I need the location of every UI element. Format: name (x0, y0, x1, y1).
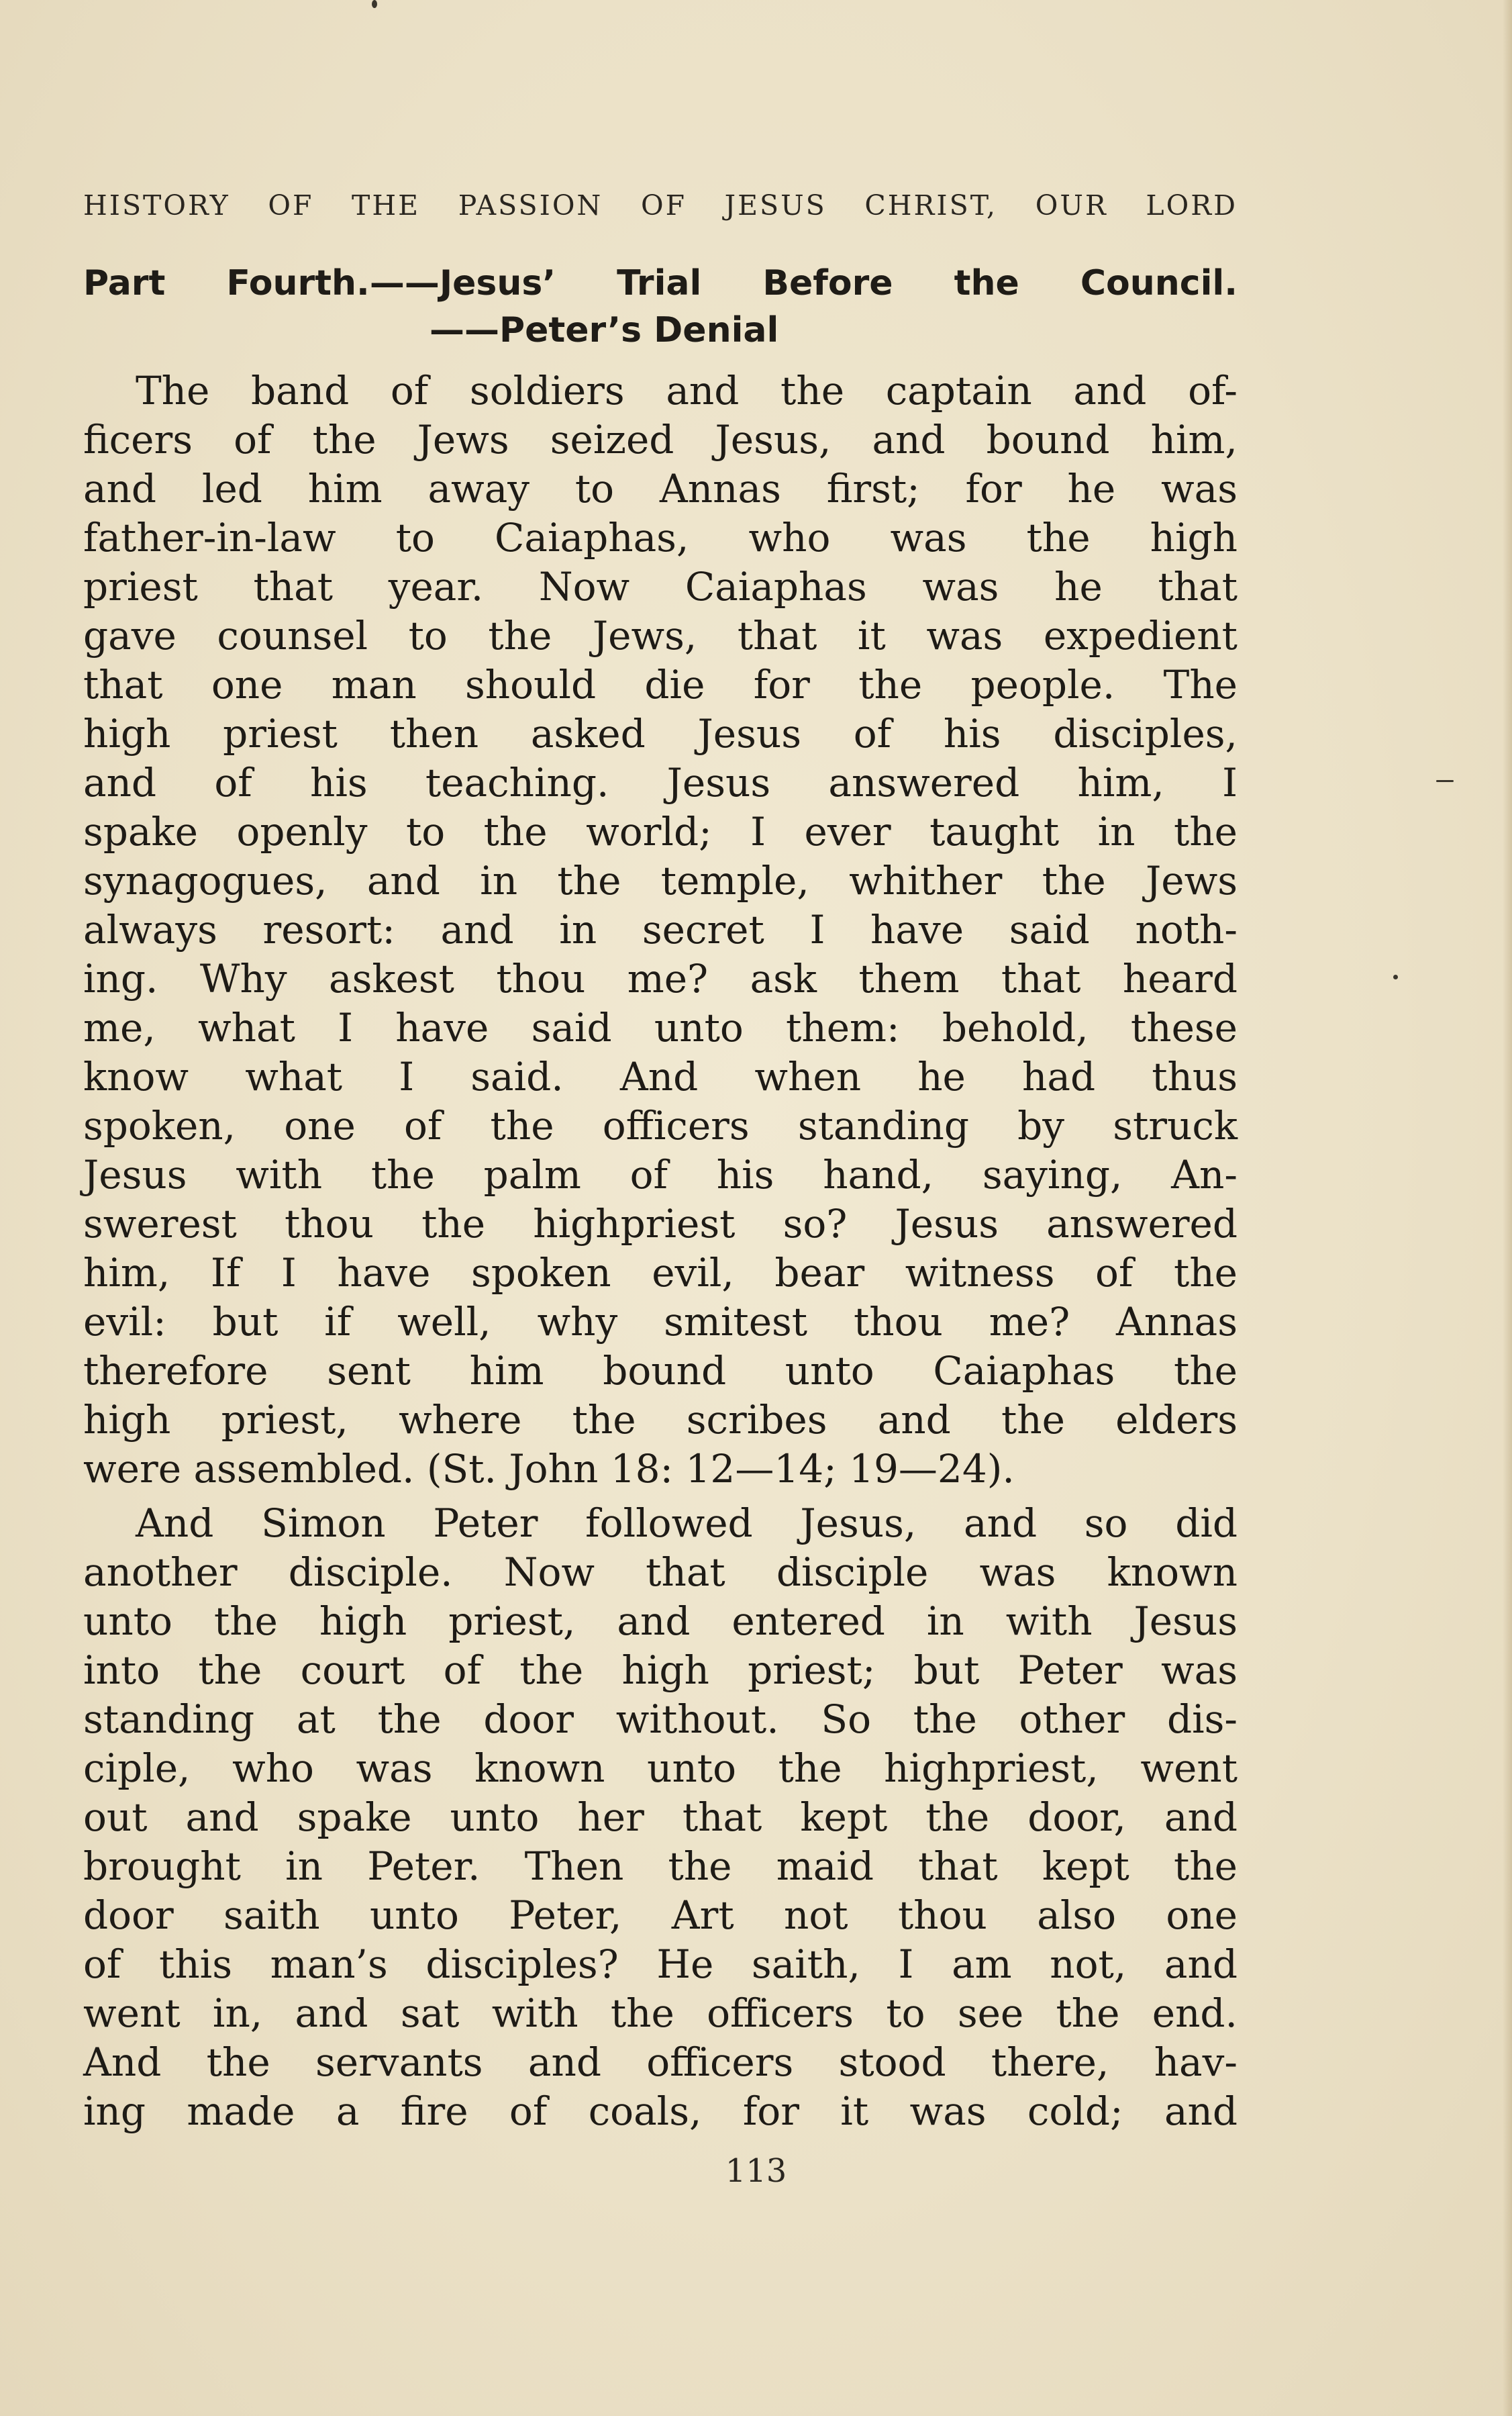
text-line: went in, and sat with the officers to see the end. (83, 1990, 1238, 2036)
text-line: brought in Peter. Then the maid that kept the (83, 1843, 1238, 1889)
text-line: gave counsel to the Jews, that it was expedient (83, 613, 1238, 659)
text-line: ficers of the Jews seized Jesus, and bound him, (83, 417, 1238, 463)
text-line: high priest, where the scribes and the elders (83, 1397, 1238, 1443)
paragraph-2 (83, 1499, 1238, 2136)
ink-speck (372, 0, 377, 8)
text-line: into the court of the high priest; but Peter was (83, 1647, 1238, 1693)
text-line: high priest then asked Jesus of his disciples, (83, 711, 1238, 757)
text-line: Jesus with the palm of his hand, saying, An- (83, 1152, 1238, 1198)
text-line: And Simon Peter followed Jesus, and so did (136, 1500, 1238, 1546)
text-line: unto the high priest, and entered in with Jesus (83, 1598, 1238, 1644)
text-line: of this man’s disciples? He saith, I am not, and (83, 1941, 1238, 1987)
text-line: ing. Why askest thou me? ask them that heard (83, 956, 1238, 1002)
running-head: HISTORY OF THE PASSION OF JESUS CHRIST, OUR LORD (83, 189, 1238, 222)
text-line: and of his teaching. Jesus answered him, I (83, 760, 1238, 806)
text-line: that one man should die for the people. The (83, 662, 1238, 708)
text-line: me, what I have said unto them: behold, these (83, 1005, 1238, 1051)
text-line: ing made a fire of coals, for it was cold; and (83, 2088, 1238, 2134)
text-line: spoken, one of the officers standing by struck (83, 1103, 1238, 1149)
text-line: The band of soldiers and the captain and of- (136, 368, 1238, 414)
section-heading-line-1: Part Fourth.——Jesus’ Trial Before the Council. (83, 263, 1238, 303)
text-line: swerest thou the highpriest so? Jesus answered (83, 1201, 1238, 1247)
text-line: him, If I have spoken evil, bear witness of the (83, 1250, 1238, 1296)
text-line: out and spake unto her that kept the door, and (83, 1794, 1238, 1840)
text-line: standing at the door without. So the other dis- (83, 1696, 1238, 1742)
section-heading-line-2: ——Peter’s Denial (430, 310, 779, 350)
paragraph-1 (83, 367, 1238, 1494)
text-line: know what I said. And when he had thus (83, 1054, 1238, 1100)
body-text (83, 367, 1238, 2136)
text-line: father-in-law to Caiaphas, who was the high (83, 515, 1238, 561)
text-line: therefore sent him bound unto Caiaphas the (83, 1348, 1238, 1394)
text-line: always resort: and in secret I have said noth- (83, 907, 1238, 953)
ink-speck (1393, 975, 1398, 979)
text-line: another disciple. Now that disciple was known (83, 1549, 1238, 1595)
text-line: door saith unto Peter, Art not thou also one (83, 1892, 1238, 1938)
text-line: ciple, who was known unto the highpriest, went (83, 1745, 1238, 1791)
text-line: were assembled. (St. John 18: 12—14; 19—24). (83, 1446, 1015, 1492)
text-line: synagogues, and in the temple, whither the Jews (83, 858, 1238, 904)
text-line: and led him away to Annas first; for he was (83, 466, 1238, 512)
page-edge-shadow (1503, 0, 1512, 2416)
text-line: spake openly to the world; I ever taught in the (83, 809, 1238, 855)
ink-speck (1436, 780, 1454, 782)
text-line: And the servants and officers stood there, hav- (83, 2039, 1238, 2085)
page-number: 113 (725, 2152, 787, 2190)
text-line: evil: but if well, why smitest thou me? Annas (83, 1299, 1238, 1345)
paragraph-gap (83, 1494, 1238, 1499)
text-line: priest that year. Now Caiaphas was he that (83, 564, 1238, 610)
